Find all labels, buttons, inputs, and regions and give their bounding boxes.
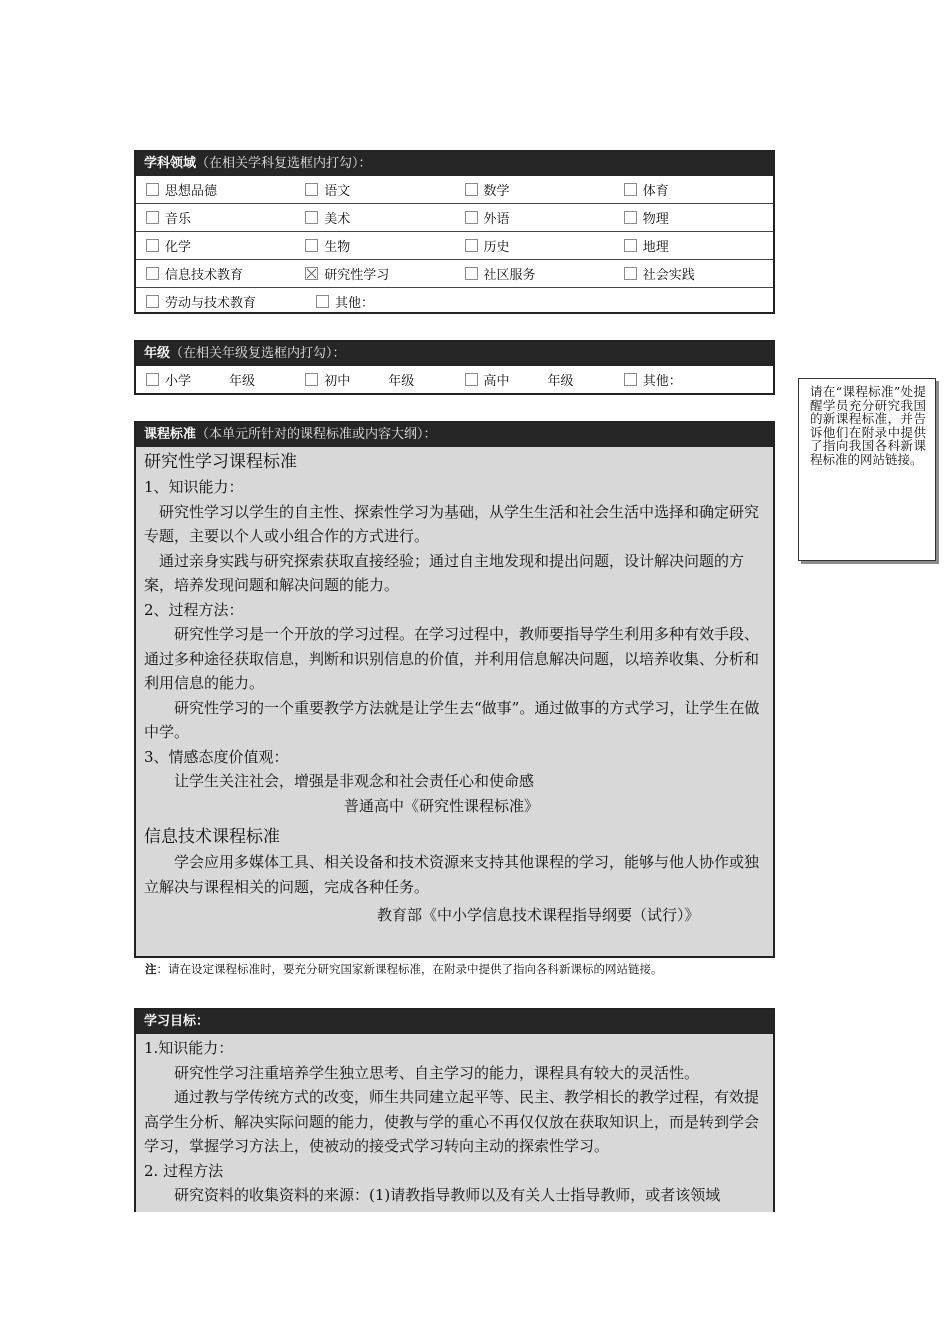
standard-heading-research: 研究性学习课程标准 [144, 452, 297, 472]
grade-option-suffix: 年级 [229, 374, 256, 389]
subject-row [136, 231, 773, 259]
goals-paragraph: 研究资料的收集资料的来源：(1)请教指导教师以及有关人士指导教师，或者该领域 [174, 1186, 721, 1204]
grade-option-label: 小学 [165, 374, 192, 389]
subject-option[interactable] [136, 232, 295, 259]
subject-row [136, 259, 773, 287]
standard-source-research: 普通高中《研究性课程标准》 [344, 796, 540, 815]
subject-option-label: 化学 [165, 240, 192, 255]
standard-hint: （本单元所针对的课程标准或内容大纲）： [196, 427, 437, 442]
standard-paragraph: 让学生关注社会，增强是非观念和社会责任心和使命感 [174, 772, 535, 790]
subject-grid [136, 176, 773, 315]
subject-hint: （在相关学科复选框内打勾）： [196, 156, 372, 171]
subject-option[interactable] [455, 204, 614, 231]
subject-section [134, 150, 775, 314]
subject-option-label: 物理 [642, 212, 669, 227]
checkbox[interactable] [305, 211, 318, 224]
checkbox[interactable] [305, 239, 318, 252]
subject-option[interactable] [455, 260, 614, 287]
standard-sub-process: 2、过程方法： [144, 600, 244, 619]
checkbox[interactable] [624, 211, 637, 224]
subject-option-label: 劳动与技术教育 [165, 296, 257, 311]
standard-source-it: 教育部《中小学信息技术课程指导纲要（试行）》 [377, 906, 700, 924]
grade-header [136, 342, 773, 366]
grade-title: 年级 [144, 346, 171, 361]
subject-option-label: 音乐 [165, 212, 192, 227]
standard-note [145, 961, 663, 977]
subject-option-label: 其他： [335, 296, 375, 311]
subject-option[interactable] [136, 288, 306, 315]
subject-option-label: 思想品德 [165, 184, 218, 199]
standard-paragraph: 研究性学习是一个开放的学习过程。在学习过程中，教师要指导学生利用多种有效手段、通过多种途径获取信息，判断和识别信息的价值，并利用信息解决问题，以培养收集、分析和利用信息的能力。 [144, 625, 760, 692]
subject-row [136, 287, 773, 315]
grade-hint: （在相关年级复选框内打勾）： [170, 346, 346, 361]
subject-option[interactable] [455, 232, 614, 259]
subject-option-label: 历史 [483, 240, 510, 255]
subject-option[interactable] [295, 260, 454, 287]
goals-paragraph: 通过教与学传统方式的改变，师生共同建立起平等、民主、教学相长的教学过程，有效提高学生分析、解决实际问题的能力，使教与学的重心不再仅仅放在获取知识上，而是转到学会学习，掌握学习方法上，使被动的接受式学习转向主动的探索性学习。 [144, 1088, 760, 1155]
checkbox[interactable] [146, 267, 159, 280]
note-label: 注 [145, 962, 157, 976]
grade-option[interactable] [136, 366, 295, 393]
subject-option-label: 美术 [324, 212, 351, 227]
checkbox[interactable] [624, 183, 637, 196]
grade-option-label: 其他： [642, 374, 682, 389]
standard-header [136, 423, 773, 447]
note-text: ：请在设定课程标准时，要充分研究国家新课程标准，在附录中提供了指向各科新课标的网站链接。 [156, 962, 663, 976]
subject-option[interactable] [614, 204, 773, 231]
subject-option-label: 地理 [642, 240, 669, 255]
subject-option[interactable] [455, 176, 614, 203]
grade-option[interactable] [455, 366, 614, 393]
checkbox[interactable] [305, 373, 318, 386]
grade-row [136, 366, 773, 393]
subject-option[interactable] [306, 288, 476, 315]
subject-option-label: 数学 [483, 184, 510, 199]
goals-section [134, 1008, 775, 1212]
grade-section [134, 340, 775, 395]
standard-paragraph: 学会应用多媒体工具、相关设备和技术资源来支持其他课程的学习，能够与他人协作或独立解决与课程相关的问题，完成各种任务。 [144, 853, 760, 896]
subject-option[interactable] [614, 232, 773, 259]
subject-option[interactable] [136, 204, 295, 231]
subject-option-label: 体育 [642, 184, 669, 199]
checkbox[interactable] [316, 295, 329, 308]
subject-option-label: 社会实践 [642, 268, 695, 283]
checkbox[interactable] [624, 267, 637, 280]
subject-option-label: 社区服务 [483, 268, 536, 283]
checkbox[interactable] [624, 239, 637, 252]
goals-header [136, 1010, 773, 1034]
subject-option[interactable] [295, 204, 454, 231]
standard-section [134, 421, 775, 958]
standard-title: 课程标准 [144, 427, 197, 442]
checkbox[interactable] [465, 183, 478, 196]
subject-header [136, 152, 773, 176]
subject-option[interactable] [136, 176, 295, 203]
standard-paragraph: 研究性学习的一个重要教学方法就是让学生去“做事”。通过做事的方式学习，让学生在做中学。 [144, 698, 760, 741]
checkbox[interactable] [465, 239, 478, 252]
checkbox[interactable] [465, 211, 478, 224]
subject-option[interactable] [136, 260, 295, 287]
subject-option-label: 研究性学习 [324, 268, 390, 283]
goals-sub-process: 2. 过程方法 [144, 1161, 224, 1180]
checkbox[interactable] [146, 211, 159, 224]
goals-sub-knowledge: 1.知识能力： [144, 1039, 234, 1057]
standard-sub-attitude: 3、情感态度价值观： [144, 747, 289, 766]
checkbox[interactable] [146, 239, 159, 252]
standard-paragraph: 通过亲身实践与研究探索获取直接经验；通过自主地发现和提出问题，设计解决问题的方案，培养发现问题和解决问题的能力。 [144, 551, 745, 594]
goals-title: 学习目标 [144, 1014, 197, 1029]
checkbox[interactable] [146, 373, 159, 386]
subject-option[interactable] [614, 260, 773, 287]
side-note: 请在“课程标准”处提醒学员充分研究我国的新课程标准，并告诉他们在附录中提供了指向我国各科新课程标准的网站链接。 [798, 378, 936, 561]
subject-option-label: 外语 [483, 212, 510, 227]
subject-option[interactable] [614, 176, 773, 203]
checkbox[interactable] [465, 267, 478, 280]
grade-option[interactable] [295, 366, 454, 393]
checkbox[interactable] [465, 373, 478, 386]
checkbox[interactable] [305, 267, 318, 280]
goals-colon: ： [196, 1014, 210, 1029]
grade-option-label: 高中 [483, 374, 510, 389]
goals-paragraph: 研究性学习注重培养学生独立思考、自主学习的能力，课程具有较大的灵活性。 [174, 1063, 700, 1082]
subject-option-label: 信息技术教育 [165, 268, 244, 283]
standard-paragraph: 研究性学习以学生的自主性、探索性学习为基础，从学生生活和社会生活中选择和确定研究专题，主要以个人或小组合作的方式进行。 [144, 502, 760, 545]
grade-option-suffix: 年级 [388, 374, 415, 389]
grade-option-label: 初中 [324, 374, 351, 389]
checkbox[interactable] [624, 373, 637, 386]
checkbox[interactable] [305, 183, 318, 196]
goals-body [136, 1034, 773, 1208]
subject-title: 学科领域 [144, 156, 197, 171]
standard-body [136, 447, 773, 928]
subject-option-label: 语文 [324, 184, 351, 199]
subject-option[interactable] [295, 232, 454, 259]
subject-row [136, 176, 773, 203]
subject-option-label: 生物 [324, 240, 351, 255]
grade-option[interactable] [614, 366, 773, 393]
grade-option-suffix: 年级 [547, 374, 574, 389]
checkbox[interactable] [146, 183, 159, 196]
standard-heading-it: 信息技术课程标准 [144, 827, 280, 847]
subject-option[interactable] [295, 176, 454, 203]
subject-row [136, 203, 773, 231]
checkbox[interactable] [146, 295, 159, 308]
standard-sub-knowledge: 1、知识能力： [144, 478, 244, 496]
